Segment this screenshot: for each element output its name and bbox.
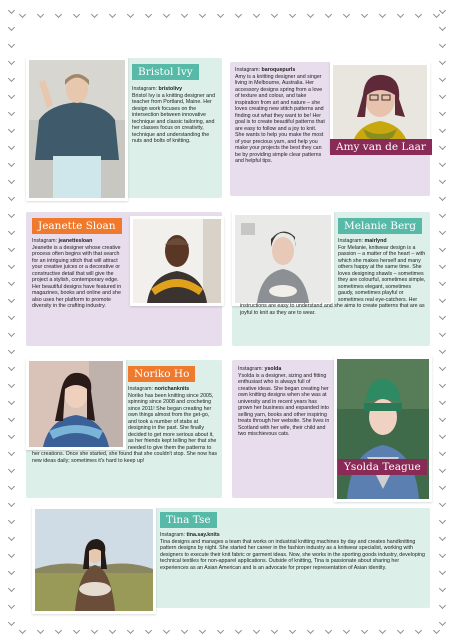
arrow-decoration bbox=[73, 627, 80, 634]
instagram-handle: norichanknits bbox=[154, 386, 190, 392]
arrow-decoration bbox=[8, 160, 15, 167]
text-wrap-spacer bbox=[327, 74, 425, 158]
arrow-decoration bbox=[271, 11, 278, 18]
arrow-decoration bbox=[8, 75, 15, 82]
arrow-decoration bbox=[8, 602, 15, 609]
arrow-decoration bbox=[181, 627, 188, 634]
photo-bristol-ivy bbox=[26, 57, 128, 201]
arrow-decoration bbox=[439, 24, 446, 31]
arrow-decoration bbox=[289, 11, 296, 18]
arrow-decoration bbox=[8, 364, 15, 371]
bio-jeanette-sloan bbox=[32, 238, 218, 310]
arrow-decoration bbox=[439, 160, 446, 167]
arrow-decoration bbox=[8, 500, 15, 507]
name-label-amy-van-de-laar: Amy van de Laar bbox=[330, 139, 432, 155]
arrow-decoration bbox=[8, 126, 15, 133]
arrow-decoration bbox=[343, 627, 350, 634]
arrow-decoration bbox=[37, 627, 44, 634]
bio-tina-tse bbox=[38, 532, 426, 611]
arrow-decoration bbox=[8, 177, 15, 184]
arrow-decoration bbox=[8, 466, 15, 473]
arrow-decoration bbox=[439, 92, 446, 99]
arrow-decoration bbox=[439, 109, 446, 116]
bio-text bbox=[38, 539, 426, 572]
bio-text-content: Jeanette is a designer whose creative process often begins with that search for an intriguing stitch that will attract your creative juices or a decorative or constructive detail that will give the project a stylish, contemporary edge. Her beautiful designs have featured in magazines, books and online and she also uses her platform to promote diversity in the crafting industry. bbox=[32, 244, 122, 309]
arrow-decoration bbox=[439, 602, 446, 609]
bio-bristol-ivy bbox=[132, 86, 218, 145]
arrow-decoration bbox=[19, 11, 26, 18]
arrow-decoration bbox=[8, 143, 15, 150]
arrow-decoration bbox=[8, 619, 15, 626]
name-label-bristol-ivy: Bristol Ivy bbox=[132, 64, 199, 80]
arrow-decoration bbox=[361, 627, 368, 634]
bio-text bbox=[32, 393, 218, 465]
bio-text: Ysolda is a designer, sizing and fitting enthusiast who is always full of creative ideas. She began creating her own knitting designs when she was at university and in recent years has grown her business and expanded into selling yarn, books and other inspiring treats through her website. She lives in Scotland with her wife, their child and two mischievous cats. bbox=[238, 372, 330, 437]
arrow-decoration bbox=[8, 262, 15, 269]
text-wrap-spacer bbox=[32, 393, 128, 447]
arrow-decoration bbox=[433, 627, 440, 634]
arrow-decoration bbox=[145, 627, 152, 634]
text-wrap-spacer bbox=[126, 245, 218, 305]
arrow-decoration bbox=[163, 11, 170, 18]
arrow-decoration bbox=[8, 415, 15, 422]
bio-noriko-ho bbox=[32, 386, 218, 464]
portrait-image bbox=[29, 60, 125, 198]
arrow-decoration bbox=[235, 11, 242, 18]
arrow-decoration bbox=[8, 24, 15, 31]
text-wrap-spacer bbox=[240, 245, 338, 303]
arrow-decoration bbox=[343, 11, 350, 18]
instagram-prefix: Instagram: bbox=[338, 238, 365, 244]
arrow-decoration bbox=[439, 75, 446, 82]
arrow-decoration bbox=[307, 11, 314, 18]
arrow-decoration bbox=[325, 627, 332, 634]
arrow-decoration bbox=[253, 11, 260, 18]
arrow-decoration bbox=[73, 11, 80, 18]
arrow-decoration bbox=[379, 11, 386, 18]
arrow-decoration bbox=[8, 483, 15, 490]
arrow-decoration bbox=[379, 627, 386, 634]
arrow-decoration bbox=[8, 245, 15, 252]
arrow-decoration bbox=[235, 627, 242, 634]
instagram-handle: bristolivy bbox=[158, 86, 183, 92]
arrow-decoration bbox=[37, 11, 44, 18]
bio-text-content: Noriko has been knitting since 2005, spinning since 2008 and crocheting since 2011! She began creating her own things almost from the get-go, and took a number of stabs at designing in the past. She finally decided to get more serious about it, as her friends kept telling her that she needed to give them the patterns to her creations. Once she started, she found that she couldn't stop. She now has new ideas daily; sometimes it's hard to keep up! bbox=[32, 392, 218, 464]
arrow-decoration bbox=[439, 483, 446, 490]
instagram-prefix: Instagram: bbox=[235, 67, 262, 73]
bio-text bbox=[235, 74, 425, 165]
arrow-decoration bbox=[439, 330, 446, 337]
arrow-decoration bbox=[8, 568, 15, 575]
arrow-decoration bbox=[181, 11, 188, 18]
arrow-decoration bbox=[8, 228, 15, 235]
arrow-decoration bbox=[439, 381, 446, 388]
arrow-decoration bbox=[439, 619, 446, 626]
arrow-decoration bbox=[439, 500, 446, 507]
arrow-decoration bbox=[8, 381, 15, 388]
arrow-decoration bbox=[439, 296, 446, 303]
arrow-decoration bbox=[271, 627, 278, 634]
arrow-decoration bbox=[439, 466, 446, 473]
arrow-decoration bbox=[439, 262, 446, 269]
arrow-decoration bbox=[127, 627, 134, 634]
arrow-decoration bbox=[439, 415, 446, 422]
arrow-decoration bbox=[439, 194, 446, 201]
instagram-prefix: Instagram: bbox=[32, 238, 59, 244]
arrow-decoration bbox=[439, 517, 446, 524]
arrow-decoration bbox=[217, 11, 224, 18]
arrow-decoration bbox=[199, 627, 206, 634]
arrow-decoration bbox=[439, 245, 446, 252]
arrow-decoration bbox=[397, 11, 404, 18]
arrow-decoration bbox=[109, 11, 116, 18]
arrow-decoration bbox=[163, 627, 170, 634]
arrow-decoration bbox=[8, 92, 15, 99]
arrow-decoration bbox=[307, 627, 314, 634]
arrow-decoration bbox=[439, 449, 446, 456]
arrow-decoration bbox=[55, 11, 62, 18]
arrow-decoration bbox=[8, 279, 15, 286]
arrow-decoration bbox=[439, 551, 446, 558]
instagram-handle: baroquepurls bbox=[261, 67, 296, 73]
arrow-decoration bbox=[8, 585, 15, 592]
arrow-decoration bbox=[8, 551, 15, 558]
arrow-decoration bbox=[8, 534, 15, 541]
arrow-decoration bbox=[325, 11, 332, 18]
arrow-decoration bbox=[91, 627, 98, 634]
arrow-decoration bbox=[439, 41, 446, 48]
bio-text-content: Tina designs and manages a team that works on industrial knitting machines by day and creates handknitting pattern designs by night. She started her career in the fashion industry as a knitwear specialist, working with designers to execute their knit fabric or garment ideas. Now, she works in the sporting goods industry, developing technical textiles for non-apparel applications. Outside of knitting, Tina is passionate about sharing her experiences as an Asian American and is an advocate for proper representation of Asian identity. bbox=[160, 538, 425, 571]
arrow-decoration bbox=[8, 517, 15, 524]
arrow-decoration bbox=[217, 627, 224, 634]
bio-ysolda-teague bbox=[238, 366, 330, 438]
arrow-decoration bbox=[439, 279, 446, 286]
arrow-decoration bbox=[415, 11, 422, 18]
arrow-decoration bbox=[439, 126, 446, 133]
arrow-decoration bbox=[415, 627, 422, 634]
arrow-decoration bbox=[253, 627, 260, 634]
bio-text-content: Amy is a knitting designer and singer living in Melbourne, Australia. Her accessory designs spring from a love of texture and colour, and take inspiration from art and nature – she loves creating new stitch patterns and finding out what they want to be! Her goal is to create beautiful patterns that are easy to follow and a joy to knit. She wants to help you make the most of your precious yarn, and help you make your projects the best they can be by providing simple clear patterns and helpful tips. bbox=[235, 73, 325, 164]
instagram-handle: mairlynd bbox=[364, 238, 387, 244]
arrow-decoration bbox=[109, 627, 116, 634]
text-wrap-spacer bbox=[38, 539, 160, 611]
instagram-handle: ysolda bbox=[264, 366, 282, 372]
arrow-decoration bbox=[439, 347, 446, 354]
arrow-decoration bbox=[8, 347, 15, 354]
arrow-decoration bbox=[439, 313, 446, 320]
name-label-ysolda-teague: Ysolda Teague bbox=[338, 459, 427, 475]
arrow-decoration bbox=[289, 627, 296, 634]
name-label-tina-tse: Tina Tse bbox=[160, 512, 217, 528]
bio-text: Bristol Ivy is a knitting designer and teacher from Portland, Maine. Her design work focuses on the intersection between innovative technique and classic tailoring, and her classes focus on creativity, technique and understanding the nuts and bolts of knitting. bbox=[132, 92, 216, 144]
arrow-decoration bbox=[127, 11, 134, 18]
arrow-decoration bbox=[8, 58, 15, 65]
arrow-decoration bbox=[8, 41, 15, 48]
instagram-prefix: Instagram: bbox=[132, 86, 159, 92]
arrow-decoration bbox=[19, 627, 26, 634]
arrow-decoration bbox=[433, 11, 440, 18]
arrow-decoration bbox=[439, 228, 446, 235]
arrow-decoration bbox=[8, 449, 15, 456]
arrow-decoration bbox=[361, 11, 368, 18]
bio-melanie-berg bbox=[240, 238, 426, 316]
arrow-decoration bbox=[439, 58, 446, 65]
instagram-handle: tina.say.knits bbox=[186, 532, 220, 538]
arrow-decoration bbox=[145, 11, 152, 18]
arrow-decoration bbox=[8, 313, 15, 320]
bio-amy-van-de-laar bbox=[235, 67, 425, 165]
arrow-decoration bbox=[439, 364, 446, 371]
portrait-image bbox=[337, 359, 429, 499]
instagram-prefix: Instagram: bbox=[160, 532, 187, 538]
instagram-prefix: Instagram: bbox=[128, 386, 155, 392]
arrow-decoration bbox=[91, 11, 98, 18]
bio-text bbox=[240, 245, 426, 317]
arrow-decoration bbox=[439, 432, 446, 439]
arrow-decoration bbox=[439, 143, 446, 150]
arrow-decoration bbox=[199, 11, 206, 18]
arrow-decoration bbox=[439, 585, 446, 592]
arrow-decoration bbox=[8, 211, 15, 218]
arrow-decoration bbox=[8, 398, 15, 405]
arrow-decoration bbox=[439, 568, 446, 575]
arrow-decoration bbox=[8, 109, 15, 116]
instagram-prefix: Instagram: bbox=[238, 366, 265, 372]
arrow-decoration bbox=[8, 432, 15, 439]
arrow-decoration bbox=[439, 177, 446, 184]
name-label-noriko-ho: Noriko Ho bbox=[128, 366, 195, 382]
arrow-decoration bbox=[55, 627, 62, 634]
arrow-decoration bbox=[397, 627, 404, 634]
arrow-decoration bbox=[439, 211, 446, 218]
arrow-decoration bbox=[8, 194, 15, 201]
arrow-decoration bbox=[439, 7, 446, 14]
arrow-decoration bbox=[439, 398, 446, 405]
arrow-decoration bbox=[8, 296, 15, 303]
instagram-handle: jeanettesloan bbox=[58, 238, 93, 244]
arrow-decoration bbox=[8, 330, 15, 337]
name-label-melanie-berg: Melanie Berg bbox=[338, 218, 422, 234]
arrow-decoration bbox=[439, 534, 446, 541]
bio-text bbox=[32, 245, 218, 310]
arrow-decoration bbox=[8, 7, 15, 14]
photo-ysolda-teague bbox=[334, 356, 432, 502]
bio-text-content: For Melanie, knitwear design is a passion – a matter of the heart – with which she makes herself and many others happy at the same time. She loves designing shawls – sometimes they are colourful, sometimes simple, sometimes elegant, sometimes gaudy, sometimes playful or sometimes real eye-catchers. Her instructions are easy to understand and she aims to create patterns that are as joyful to knit as they are to wear. bbox=[240, 244, 426, 316]
name-label-jeanette-sloan: Jeanette Sloan bbox=[32, 218, 122, 234]
